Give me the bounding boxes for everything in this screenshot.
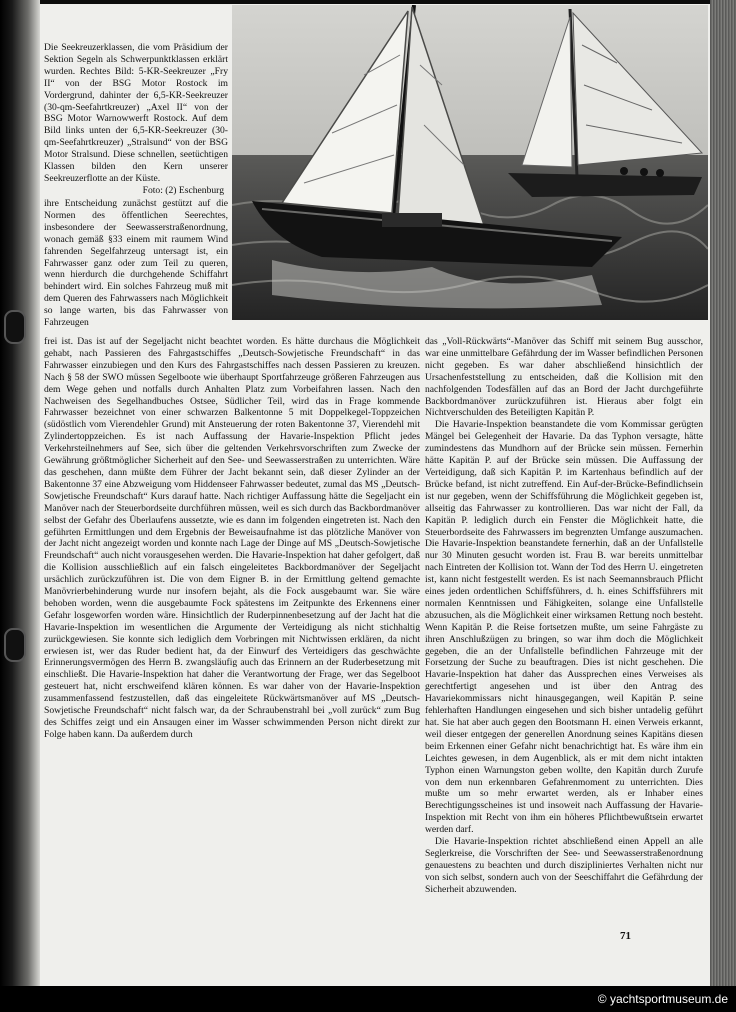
- page-stack-edge: [710, 0, 736, 1012]
- article-column-2: [425, 336, 703, 896]
- copyright-credit[interactable]: © yachtsportmuseum.de: [597, 992, 728, 1006]
- caption-text: Die Seekreuzerklassen, die vom Präsidium der Sektion Segeln als Schwerpunktklassen erklärt wurden. Rechtes Bild: 5-KR-Seekreuzer „Fry II“ von der BSG Motor Rostock im Vordergrund, dahinter der 6,5-KR-Seekreuzer (30-qm-Seefahrtkreuzer) „Axel II“ von der BSG Motor Warnowwerft Rostock. Auf dem Bild links unten der 6,5-KR-Seekreuzer (30-qm-Seefahrtkreuzer) „Stralsund“ von der BSG Motor Stralsund. Diese schnellen, seetüchtigen Klassen bilden den Kern unserer Seekreuzerflotte an der Küste.: [44, 42, 228, 184]
- article-column-1-bottom: [44, 336, 420, 940]
- photo-caption: [44, 42, 228, 197]
- book-spine: [0, 0, 40, 1012]
- paragraph: das „Voll-Rückwärts“-Manöver das Schiff mit seinem Bug ausschor, war eine unmittelbare Gefährdung der im Wasser befindlichen Personen nicht gegeben. Es war daher abschließend hinsichtlich der Ursachenfeststellung zu entscheiden, daß die Kollision mit den nachfolgenden Todesfällen auf das an Bord der Jacht durchgeführte Backbordmanöver zurückzuführen ist. Hieraus aber folgt ein Nichtverschulden des Beteiligten Kapitän P.: [425, 336, 703, 419]
- paragraph: frei ist. Das ist auf der Segeljacht nicht beachtet worden. Es hätte durchaus die Möglichkeit gehabt, nach Passieren des Fahrgastschiffes „Deutsch-Sowjetische Freundschaft“ in das Fahrwasser einzubiegen und den Kurs des Fahrgastschiffes nach dessen Passieren zu kreuzen. Nach § 58 der SWO müssen Segelboote wie überhaupt Sportfahrzeuge größeren Fahrzeugen aus dem Wege gehen und notfalls durch Anhalten Platz zum Vorbeifahren lassen. Nach den Nachweisen des Segelhandbuches Ostsee, Südlicher Teil, wird das in Frage kommende Fahrwasser bezeichnet von einer schwarzen Balkentonne 5 mit Doppelkegel-Toppzeichen (südöstlich vom Vierendehler Grund) mit Ansteuerung der roten Bakentonne 37, Vierendehl mit Zylindertoppzeichen. Es ist nach Auffassung der Havarie-Inspektion Pflicht jedes Verkehrsteilnehmers auf See, sich über die geltenden Verkehrsvorschriften zum Zwecke der Gewährung größtmöglicher Sicherheit auf den See- und Seewasserstraßen zu unterrichten. Wäre das geschehen, dann müßte dem Führer der Jacht bekannt sein, daß dieser Zylinder an der Bakentonne 37 eine Abzweigung vom Hiddenseer Fahrwasser bedeutet, zumal das MS „Deutsch-Sowjetische Freundschaft“ Kurs darauf hatte. Nach richtiger Auffassung hätte die Segeljacht ein Manöver nach der Steuerbordseite durchführen müssen, weil es sich durch das Backbordmanöver selbst der Gefahr des Überlaufens aussetzte, wie es dann im folgenden eingetreten ist. Nach den geführten Ermittlungen und dem Ergebnis der Beweisaufnahme ist das plötzliche Manöver von der Jacht nicht angezeigt worden und konnte nach Lage der Dinge auf MS „Deutsch-Sowjetische Freundschaft“ auch nicht vorausgesehen werden. Die Havarie-Inspektion hat daher gefolgert, daß die Kollision ausschließlich auf ein falsch eingeleitetes Backbordmanöver der Segeljacht ursächlich zurückzuführen ist. Die von dem Eigner B. in der Ermittlung geltend gemachte Manövrierbehinderung wurde nur insofern bejaht, als die Fock ausgebaumt war. Sie wäre behoben worden, wenn die ausgebaumte Fock spätestens im Zeitpunkte des Erkennens einer Gefahr losgeworfen worden wäre. Hinsichtlich der Ruderpinnenbesetzung auf der Jacht hat die Havarie-Inspektion im wesentlichen die Argumente der Verteidigung als nicht stichhaltig zurückgewiesen. Sie konnte sich lediglich dem Vorbringen mit Nichtwissen erklären, da nicht erwiesen ist, wer das Ruder bedient hat, da der Einwurf des Verteidigers das geschwächte Erinnerungsvermögen des Herrn B. zwangsläufig auch das Erinnern an der Ruderbesetzung mit einschließt. Die Havarie-Inspektion hat daher die Verantwortung der Frage, wer das Segelboot gesteuert hat, nicht erschweifend klären können. Es war daher von der Havarie-Inspektion zusammenfassend festzustellen, daß das eingeleitete Rückwärtsmanöver auf MS „Deutsch-Sowjetische Freundschaft“ nicht falsch war, da der Schraubenstrahl bei „voll zurück“ zum Bug des Schiffes zeigt und ein Ansaugen einer im Wasser schwimmenden Person nicht direkt zur Folge haben kann. Da außerdem durch: [44, 336, 420, 740]
- article-column-1-top: [44, 198, 228, 329]
- sailing-yachts-photo: [232, 5, 708, 320]
- paragraph: Die Havarie-Inspektion beanstandete die vom Kommissar gerügten Mängel bei Gelegenheit der Havarie. Da das Typhon versagte, hätte zumindestens das Mundhorn auf der Brücke sein müssen. Fernerhin hätte Kapitän P. auf der Brücke sein müssen. Die Auffassung der Verteidigung, daß sich Kapitän P. im Kartenhaus befindlich auf der Brücke befand, ist nicht zutreffend. Ein Auf-der-Brücke-Befindlichsein ist nur gegeben, wenn der Schiffsführung die Möglichkeit gegeben ist, allseitig das Fahrwasser zu kontrollieren. Das war nicht der Fall, da Kapitän P. lediglich durch ein Fenster die Möglichkeit hatte, die Steuerbordseite des Fahrwassers im begrenzten Umfange auszumachen. Die Havarie-Inspektion beanstandete fernerhin, daß an der Unfallstelle nur 30 Minuten gesucht worden ist. Frau B. war bereits unmittelbar nach Eintreten der Kollision tot. Wann der Tod des Herrn U. eingetreten ist, kann nicht festgestellt werden. Es ist nach Seemannsbrauch Pflicht eines jeden ordentlichen Schiffsführers, d. h. eines Schiffsführers mit normalen Kenntnissen und Fähigkeiten, solange eine Unfallstelle abzusuchen, als die Möglichkeit einer wirksamen Rettung noch besteht. Wenn Kapitän P. die Reise fortsetzen mußte, um seine Fahrgäste zu ihren Anschlußzügen zu bringen, so war ihm doch die Möglichkeit gegeben, die an der Unfallstelle befindlichen Fahrzeuge mit der Forsetzung der Suche zu beauftragen. Dies ist nicht geschehen. Die Havarie-Inspektion hat daher das Aussprechen eines Verweises als gerechtfertigt angesehen und ist über den Antrag des Havariekommissars nicht hinausgegangen, weil Kapitän P. seine fehlerhaften Handlungen eingesehen und sich bisher untadelig geführt hat. Sie hat aber auch gegen den Bootsmann H. einen Verweis erkannt, weil dieser entgegen der generellen Anordnung seines Kapitäns diesen beim Erkennen einer Gefahr nicht benachrichtigt hat. Es wäre ihm ein Leichtes gewesen, in dem Augenblick, als er mit dem nicht intakten Typhon einen Warnungston geben wollte, den Kapitän durch Zurufe von dem nun erkennbaren Gefahrenmoment zu unterrichten. Dies mußte um so mehr erwartet werden, als er Inhaber eines Berechtigungsscheines ist und insoweit nach Auffassung der Havarie-Inspektion mit Recht von ihm ein höheres Pflichtbewußtsein erwartet werden darf.: [425, 419, 703, 836]
- binding-clip: [4, 310, 26, 344]
- footer-bar: [0, 986, 736, 1012]
- photo-credit: Foto: (2) Eschenburg: [142, 184, 224, 196]
- page-number: 71: [620, 930, 631, 942]
- paragraph: Die Havarie-Inspektion richtet abschließend einen Appell an alle Seglerkreise, die Vorschriften der See- und Seewasserstraßenordnung genauestens zu beachten und durch diszipliniertes Verhalten nicht nur von sich selbst, sondern auch von der Seeschiffahrt die Gefährdung der Sicherheit abzuwenden.: [425, 836, 703, 895]
- binding-clip: [4, 628, 26, 662]
- paragraph: ihre Entscheidung zunächst gestützt auf die Normen des öffentlichen Seerechtes, insbesondere der Seewasserstraßenordnung, wonach gemäß §33 einem mit raumem Wind fahrenden Segelfahrzeug untersagt ist, ein Fahrwasser ganz oder zum Teil zu queren, wenn hierdurch die durchgehende Schiffahrt behindert wird. Ein solches Fahrzeug muß mit dem Queren des Fahrwassers nach Möglichkeit so lange warten, bis das Fahrwasser von Fahrzeugen: [44, 198, 228, 329]
